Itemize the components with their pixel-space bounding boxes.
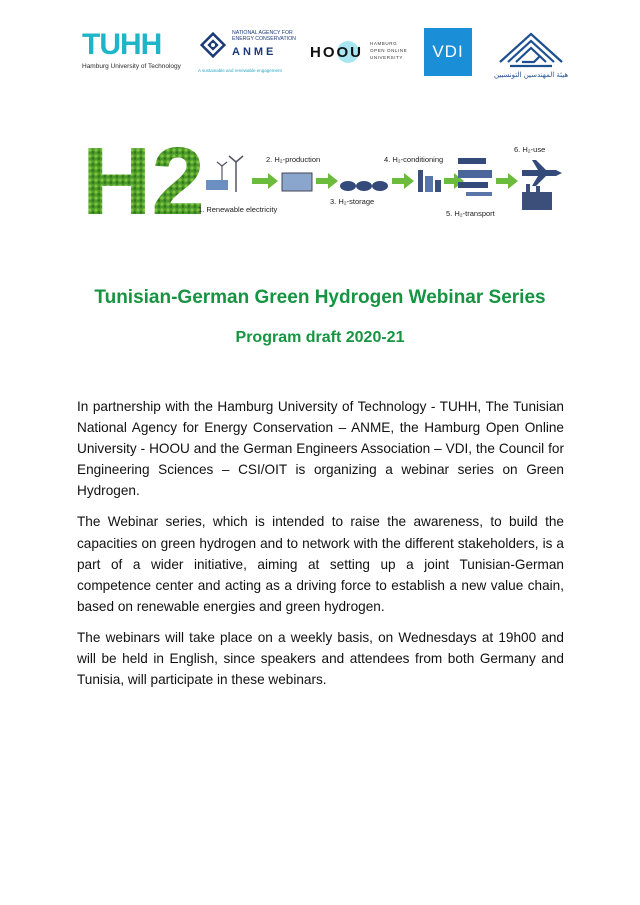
body-text bbox=[77, 396, 564, 700]
conditioning-plant-icon bbox=[418, 170, 441, 192]
vdi-logo: VDI bbox=[424, 28, 472, 76]
anme-diamond-icon bbox=[200, 32, 226, 58]
document-subtitle: Program draft 2020-21 bbox=[235, 329, 405, 346]
paragraph-2: The Webinar series, which is intended to raise the awareness, to build the capacities on green hydrogen and to network with the different stakeholders, is a part of a wider initiative, aiming at setting up a joint Tunisian-German competence center and acting as a driving force to establish a new value chain, based on renewable energies and green hydrogen. bbox=[77, 514, 564, 614]
airplane-icon bbox=[522, 160, 562, 186]
oit-building-icon bbox=[493, 28, 569, 80]
wind-solar-icon bbox=[206, 156, 243, 192]
factory-icon bbox=[522, 184, 552, 210]
step-5-label: 5. H₂-transport bbox=[446, 209, 495, 218]
tuhh-logo-mark: TUHH bbox=[82, 28, 162, 61]
oit-arabic-label: هيئة المهندسين التونسيين bbox=[493, 71, 569, 79]
step-1-label: 1. Renewable electricity bbox=[198, 205, 278, 214]
arrow-5-icon bbox=[496, 173, 518, 189]
arrow-1-icon bbox=[252, 173, 278, 189]
step-6-label: 6. H₂-use bbox=[514, 145, 546, 154]
paragraph-3: The webinars will take place on a weekly basis, on Wednesdays at 19h00 and will be held in English, since speakers and attendees from both Germany and Tunisia, will participate in these webinars. bbox=[77, 629, 564, 688]
h2-big-letter: H2 bbox=[82, 128, 205, 235]
step-4-label: 4. H₂-conditioning bbox=[384, 155, 444, 164]
hoou-logo bbox=[310, 38, 410, 68]
anme-agency-name: NATIONAL AGENCY FOR ENERGY CONSERVATION bbox=[232, 30, 296, 42]
step-2-label: 2. H₂-production bbox=[266, 155, 321, 164]
oit-logo bbox=[493, 28, 569, 80]
transport-icon bbox=[458, 158, 492, 196]
anme-logo bbox=[198, 26, 298, 78]
tuhh-logo bbox=[82, 30, 186, 76]
arrow-3-icon bbox=[392, 173, 414, 189]
arrow-2-icon bbox=[316, 173, 338, 189]
h2-leaf-graphic bbox=[82, 128, 205, 240]
electrolyser-icon bbox=[282, 173, 312, 191]
tuhh-logo-subtitle: Hamburg University of Technology bbox=[82, 63, 181, 70]
paragraph-1: In partnership with the Hamburg University of Technology - TUHH, The Tunisian National Agency for Energy Conservation – ANME, the Hamburg Open Online University - HOOU and the German Engineers Association – VDI, the Council for Engineering Sciences – CSI/OIT is organizing a webinar series on Green Hydrogen. bbox=[77, 399, 564, 499]
hoou-logo-mark: HOOU bbox=[310, 44, 363, 61]
anme-logo-mark: ANME bbox=[232, 46, 277, 58]
hydrogen-value-chain-diagram bbox=[196, 140, 566, 228]
document-title: Tunisian-German Green Hydrogen Webinar Series bbox=[94, 287, 546, 308]
anme-tagline: A sustainable and renewable engagement bbox=[198, 68, 282, 73]
step-3-label: 3. H₂-storage bbox=[330, 197, 375, 206]
storage-tanks-icon bbox=[340, 181, 388, 191]
hoou-logo-subtitle: HAMBURG OPEN ONLINE UNIVERSITY bbox=[370, 41, 408, 60]
